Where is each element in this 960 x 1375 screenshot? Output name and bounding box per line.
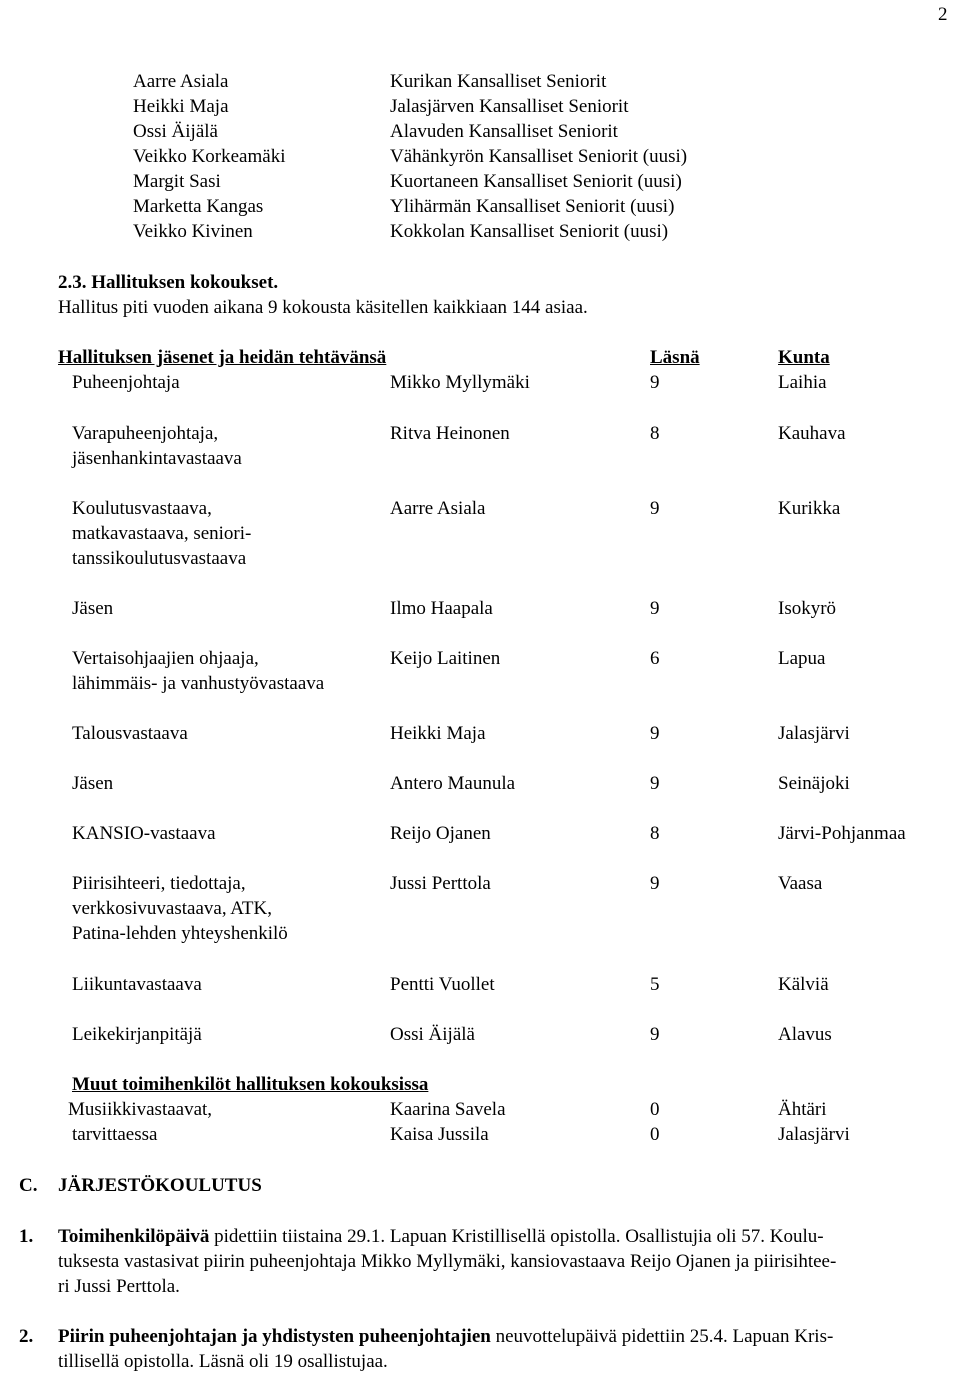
- table-cell-municipality: Alavus: [778, 1024, 832, 1045]
- member-name: Marketta Kangas: [133, 196, 264, 217]
- table-cell-role: matkavastaava, seniori-: [72, 523, 252, 544]
- table-cell-role: Piirisihteeri, tiedottaja,: [72, 873, 246, 894]
- table-cell-present: 9: [650, 773, 660, 794]
- table-cell-municipality: Vaasa: [778, 873, 823, 894]
- table-header-role: Hallituksen jäsenet ja heidän tehtävänsä: [58, 347, 387, 368]
- official-name: Kaarina Savela: [390, 1099, 506, 1120]
- table-cell-name: Aarre Asiala: [390, 498, 486, 519]
- table-header-present: Läsnä: [650, 347, 700, 368]
- table-cell-role: Patina-lehden yhteyshenkilö: [72, 923, 288, 944]
- table-cell-municipality: Kurikka: [778, 498, 841, 519]
- section-heading-2-3: 2.3. Hallituksen kokoukset.: [58, 272, 279, 293]
- member-club: Kokkolan Kansalliset Seniorit (uusi): [390, 221, 669, 242]
- member-name: Heikki Maja: [133, 96, 229, 117]
- table-cell-role: Leikekirjanpitäjä: [72, 1024, 202, 1045]
- section-c-title: JÄRJESTÖKOULUTUS: [58, 1175, 262, 1196]
- table-cell-role: tanssikoulutusvastaava: [72, 548, 247, 569]
- official-role: tarvittaessa: [72, 1124, 158, 1145]
- table-cell-name: Mikko Myllymäki: [390, 372, 530, 393]
- table-cell-present: 9: [650, 723, 660, 744]
- table-cell-municipality: Järvi-Pohjanmaa: [778, 823, 906, 844]
- table-cell-role: jäsenhankintavastaava: [72, 448, 242, 469]
- table-cell-role: lähimmäis- ja vanhustyövastaava: [72, 673, 325, 694]
- item-number: 1.: [19, 1226, 34, 1247]
- table-cell-role: Jäsen: [72, 598, 114, 619]
- table-cell-present: 9: [650, 498, 660, 519]
- table-cell-role: Talousvastaava: [72, 723, 188, 744]
- table-cell-role: Varapuheenjohtaja,: [72, 423, 219, 444]
- table-cell-name: Antero Maunula: [390, 773, 516, 794]
- table-cell-municipality: Lapua: [778, 648, 826, 669]
- table-cell-name: Ossi Äijälä: [390, 1024, 475, 1045]
- table-cell-role: Puheenjohtaja: [72, 372, 180, 393]
- official-name: Kaisa Jussila: [390, 1124, 489, 1145]
- table-cell-role: Vertaisohjaajien ohjaaja,: [72, 648, 259, 669]
- official-role: Musiikkivastaavat,: [68, 1099, 213, 1120]
- table-cell-name: Jussi Perttola: [390, 873, 491, 894]
- official-present: 0: [650, 1124, 660, 1145]
- official-municipality: Jalasjärvi: [778, 1124, 850, 1145]
- member-name: Veikko Kivinen: [133, 221, 253, 242]
- item-text: pidettiin tiistaina 29.1. Lapuan Kristillisellä opistolla. Osallistujia oli 57. Koulu-: [209, 1226, 824, 1247]
- section-c-item-1: [58, 1224, 953, 1299]
- table-cell-present: 9: [650, 372, 660, 393]
- member-club: Vähänkyrön Kansalliset Seniorit (uusi): [390, 146, 688, 167]
- item-text: tillisellä opistolla. Läsnä oli 19 osallistujaa.: [58, 1351, 388, 1372]
- member-name: Margit Sasi: [133, 171, 221, 192]
- table-cell-present: 5: [650, 974, 660, 995]
- member-name: Aarre Asiala: [133, 71, 229, 92]
- member-name: Ossi Äijälä: [133, 121, 218, 142]
- table-header-municipality: Kunta: [778, 347, 830, 368]
- other-officials-heading: Muut toimihenkilöt hallituksen kokouksissa: [72, 1074, 429, 1095]
- item-number: 2.: [19, 1326, 34, 1347]
- table-cell-municipality: Jalasjärvi: [778, 723, 850, 744]
- table-cell-present: 6: [650, 648, 660, 669]
- table-cell-municipality: Isokyrö: [778, 598, 837, 619]
- member-club: Kurikan Kansalliset Seniorit: [390, 71, 607, 92]
- item-text: tuksesta vastasivat piirin puheenjohtaja Mikko Myllymäki, kansiovastaava Reijo Ojanen ja piirisihtee-: [58, 1251, 837, 1272]
- section-c-letter: C.: [19, 1175, 38, 1196]
- table-cell-name: Heikki Maja: [390, 723, 486, 744]
- table-cell-role: Liikuntavastaava: [72, 974, 202, 995]
- table-cell-present: 8: [650, 823, 660, 844]
- item-bold-lead: Toimihenkilöpäivä: [58, 1226, 210, 1247]
- table-cell-name: Keijo Laitinen: [390, 648, 501, 669]
- table-cell-role: Koulutusvastaava,: [72, 498, 212, 519]
- member-club: Kuortaneen Kansalliset Seniorit (uusi): [390, 171, 682, 192]
- table-cell-name: Reijo Ojanen: [390, 823, 491, 844]
- table-cell-municipality: Laihia: [778, 372, 827, 393]
- table-cell-name: Pentti Vuollet: [390, 974, 495, 995]
- table-cell-present: 8: [650, 423, 660, 444]
- table-cell-municipality: Kauhava: [778, 423, 846, 444]
- member-club: Ylihärmän Kansalliset Seniorit (uusi): [390, 196, 675, 217]
- item-text: ri Jussi Perttola.: [58, 1276, 180, 1297]
- member-club: Jalasjärven Kansalliset Seniorit: [390, 96, 629, 117]
- table-cell-municipality: Kälviä: [778, 974, 829, 995]
- member-club: Alavuden Kansalliset Seniorit: [390, 121, 618, 142]
- item-bold-lead: Piirin puheenjohtajan ja yhdistysten puheenjohtajien: [58, 1326, 491, 1347]
- table-cell-present: 9: [650, 873, 660, 894]
- section-c-item-2: [58, 1324, 953, 1374]
- table-cell-role: KANSIO-vastaava: [72, 823, 216, 844]
- official-present: 0: [650, 1099, 660, 1120]
- table-cell-role: Jäsen: [72, 773, 114, 794]
- official-municipality: Ähtäri: [778, 1099, 827, 1120]
- table-cell-role: verkkosivuvastaava, ATK,: [72, 898, 272, 919]
- table-cell-municipality: Seinäjoki: [778, 773, 850, 794]
- member-name: Veikko Korkeamäki: [133, 146, 286, 167]
- item-text: neuvottelupäivä pidettiin 25.4. Lapuan Kris-: [490, 1326, 834, 1347]
- page-number: 2: [938, 4, 948, 25]
- table-cell-present: 9: [650, 598, 660, 619]
- section-2-3-text: Hallitus piti vuoden aikana 9 kokousta käsitellen kaikkiaan 144 asiaa.: [58, 297, 588, 318]
- table-cell-present: 9: [650, 1024, 660, 1045]
- table-cell-name: Ilmo Haapala: [390, 598, 493, 619]
- table-cell-name: Ritva Heinonen: [390, 423, 510, 444]
